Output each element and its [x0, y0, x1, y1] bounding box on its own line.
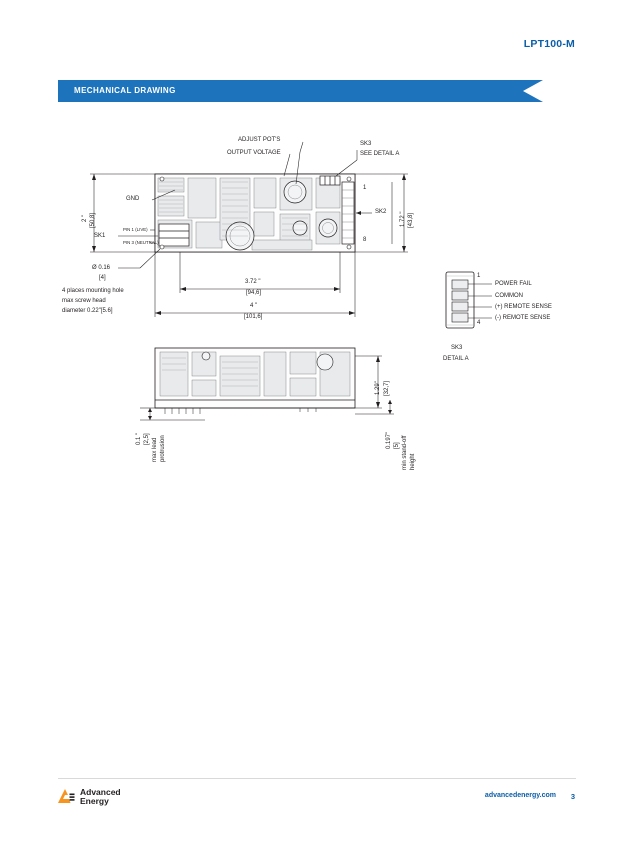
dim-height-mm: [50,8]: [90, 212, 96, 228]
hole-note-line1: 4 places mounting hole: [62, 288, 124, 294]
logo-text: [80, 788, 121, 806]
sk2-pin-last: 8: [363, 237, 367, 243]
detail-title: SK3: [451, 345, 463, 351]
dim-side-height-mm: [32,7]: [384, 380, 390, 396]
hole-diameter-mm: [4]: [99, 275, 106, 281]
dim-protrusion-inches: 0.1 ": [136, 432, 142, 445]
detail-pin-last: 4: [477, 320, 481, 326]
detail-signal-minus-remote-sense: (-) REMOTE SENSE: [495, 315, 551, 321]
dim-right-mm: [43,8]: [408, 212, 414, 228]
footer-website[interactable]: advancedenergy.com: [484, 792, 556, 799]
hole-note-line2: max screw head: [62, 298, 106, 304]
section-banner-label: MECHANICAL DRAWING: [74, 86, 176, 95]
detail-signal-common: COMMON: [495, 293, 523, 299]
detail-subtitle: DETAIL A: [443, 356, 469, 362]
logo-line-2: Energy: [80, 795, 109, 806]
callout-output-voltage: OUTPUT VOLTAGE: [227, 150, 281, 156]
dim-side-height-inches: 1.29": [375, 381, 381, 395]
dim-standoff-mm: [5]: [394, 442, 400, 449]
detail-signal-power-fail: POWER FAIL: [495, 281, 532, 287]
note-standoff-height: height: [410, 453, 416, 470]
detail-signal-plus-remote-sense: (+) REMOTE SENSE: [495, 304, 552, 310]
company-logo: [58, 788, 121, 806]
callout-sk2: SK2: [375, 209, 387, 215]
advanced-energy-mark-icon: [58, 789, 75, 804]
callout-pin3-neutral: PIN 3 (NEUTRAL): [123, 240, 159, 245]
dim-right-inches: 1.72 ": [400, 211, 406, 227]
dim-372-mm: [94,6]: [246, 290, 262, 296]
dim-4-mm: [101,6]: [244, 314, 263, 320]
dim-372-inches: 3.72 ": [245, 279, 261, 285]
dim-4-inches: 4 ": [250, 303, 258, 309]
note-protrusion: protrusion: [160, 435, 166, 462]
callout-gnd: GND: [126, 196, 140, 202]
logo-line-1: Advanced: [80, 787, 121, 797]
hole-note-line3: diameter 0.22"[5.6]: [62, 308, 113, 314]
dim-standoff-inches: 0.197": [386, 431, 392, 449]
callout-adjust-pots: ADJUST POT'S: [238, 137, 281, 143]
note-max-lead: max lead: [152, 437, 158, 462]
hole-diameter: Ø 0.16: [92, 265, 111, 271]
detail-pin-first: 1: [477, 273, 481, 279]
callout-sk1: SK1: [94, 233, 106, 239]
callout-see-detail-a: SEE DETAIL A: [360, 151, 400, 157]
sk2-pin-first: 1: [363, 185, 367, 191]
footer-page-number: 3: [570, 792, 575, 801]
note-min-standoff: min stand-off: [402, 435, 408, 470]
dim-protrusion-mm: [2,5]: [144, 433, 150, 445]
footer-divider: [58, 778, 576, 779]
callout-sk3: SK3: [360, 141, 372, 147]
page-title: LPT100-M: [523, 38, 575, 50]
dim-height-inches: 2 ": [82, 214, 88, 222]
callout-pin1-live: PIN 1 (LIVE): [123, 227, 148, 232]
